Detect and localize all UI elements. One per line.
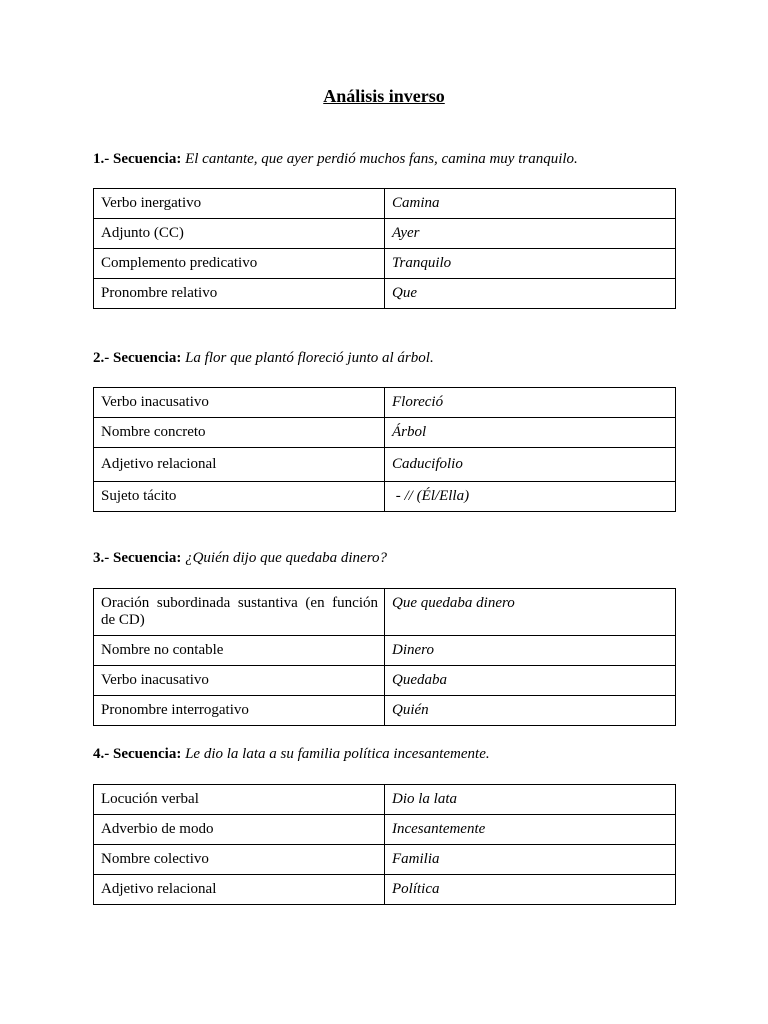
term-cell: Pronombre interrogativo: [94, 696, 385, 726]
value-cell: - // (Él/Ella): [385, 482, 676, 512]
sequence-sentence: El cantante, que ayer perdió muchos fans, camina muy tranquilo.: [185, 151, 578, 167]
analysis-table-1: [93, 188, 676, 309]
term-cell: Verbo inacusativo: [94, 388, 385, 418]
analysis-table-2: [93, 387, 676, 512]
term-cell: Oración subordinada sustantiva (en función de CD): [94, 589, 385, 636]
sequence-2-heading: [93, 349, 693, 367]
value-cell: Que: [385, 279, 676, 309]
table-row: [94, 845, 676, 875]
sequence-label: 1.- Secuencia:: [93, 151, 182, 167]
table-row: [94, 875, 676, 905]
value-cell: Incesantemente: [385, 815, 676, 845]
table-row: [94, 219, 676, 249]
table-row: [94, 589, 676, 636]
term-cell: Nombre colectivo: [94, 845, 385, 875]
term-cell: Verbo inacusativo: [94, 666, 385, 696]
sequence-3-heading: [93, 549, 693, 567]
table-row: [94, 785, 676, 815]
value-cell: Camina: [385, 189, 676, 219]
term-cell: Complemento predicativo: [94, 249, 385, 279]
sequence-1-heading: [93, 150, 693, 168]
table-row: [94, 815, 676, 845]
value-cell: Caducifolio: [385, 448, 676, 482]
table-row: [94, 666, 676, 696]
value-cell: Dio la lata: [385, 785, 676, 815]
table-row: [94, 388, 676, 418]
value-cell: Que quedaba dinero: [385, 589, 676, 636]
page-title: Análisis inverso: [323, 86, 445, 106]
value-cell: Árbol: [385, 418, 676, 448]
table-row: [94, 448, 676, 482]
sequence-sentence: ¿Quién dijo que quedaba dinero?: [185, 550, 387, 566]
value-cell: Ayer: [385, 219, 676, 249]
sequence-sentence: Le dio la lata a su familia política incesantemente.: [185, 746, 490, 762]
term-cell: Adjunto (CC): [94, 219, 385, 249]
value-cell: Quedaba: [385, 666, 676, 696]
analysis-table-3: [93, 588, 676, 726]
term-cell: Nombre no contable: [94, 636, 385, 666]
term-cell: Pronombre relativo: [94, 279, 385, 309]
value-cell: Floreció: [385, 388, 676, 418]
analysis-table-4: [93, 784, 676, 905]
term-cell: Adverbio de modo: [94, 815, 385, 845]
term-cell: Verbo inergativo: [94, 189, 385, 219]
sequence-sentence: La flor que plantó floreció junto al árbol.: [185, 350, 434, 366]
table-row: [94, 189, 676, 219]
term-cell: Adjetivo relacional: [94, 875, 385, 905]
table-row: [94, 249, 676, 279]
value-cell: Política: [385, 875, 676, 905]
term-cell: Adjetivo relacional: [94, 448, 385, 482]
sequence-label: 2.- Secuencia:: [93, 350, 182, 366]
table-row: [94, 696, 676, 726]
sequence-4-heading: [93, 745, 693, 763]
value-cell: Dinero: [385, 636, 676, 666]
table-row: [94, 636, 676, 666]
term-cell: Sujeto tácito: [94, 482, 385, 512]
term-cell: Locución verbal: [94, 785, 385, 815]
sequence-label: 3.- Secuencia:: [93, 550, 182, 566]
value-cell: Familia: [385, 845, 676, 875]
value-cell: Quién: [385, 696, 676, 726]
table-row: [94, 482, 676, 512]
sequence-label: 4.- Secuencia:: [93, 746, 182, 762]
term-cell: Nombre concreto: [94, 418, 385, 448]
value-cell: Tranquilo: [385, 249, 676, 279]
table-row: [94, 418, 676, 448]
table-row: [94, 279, 676, 309]
